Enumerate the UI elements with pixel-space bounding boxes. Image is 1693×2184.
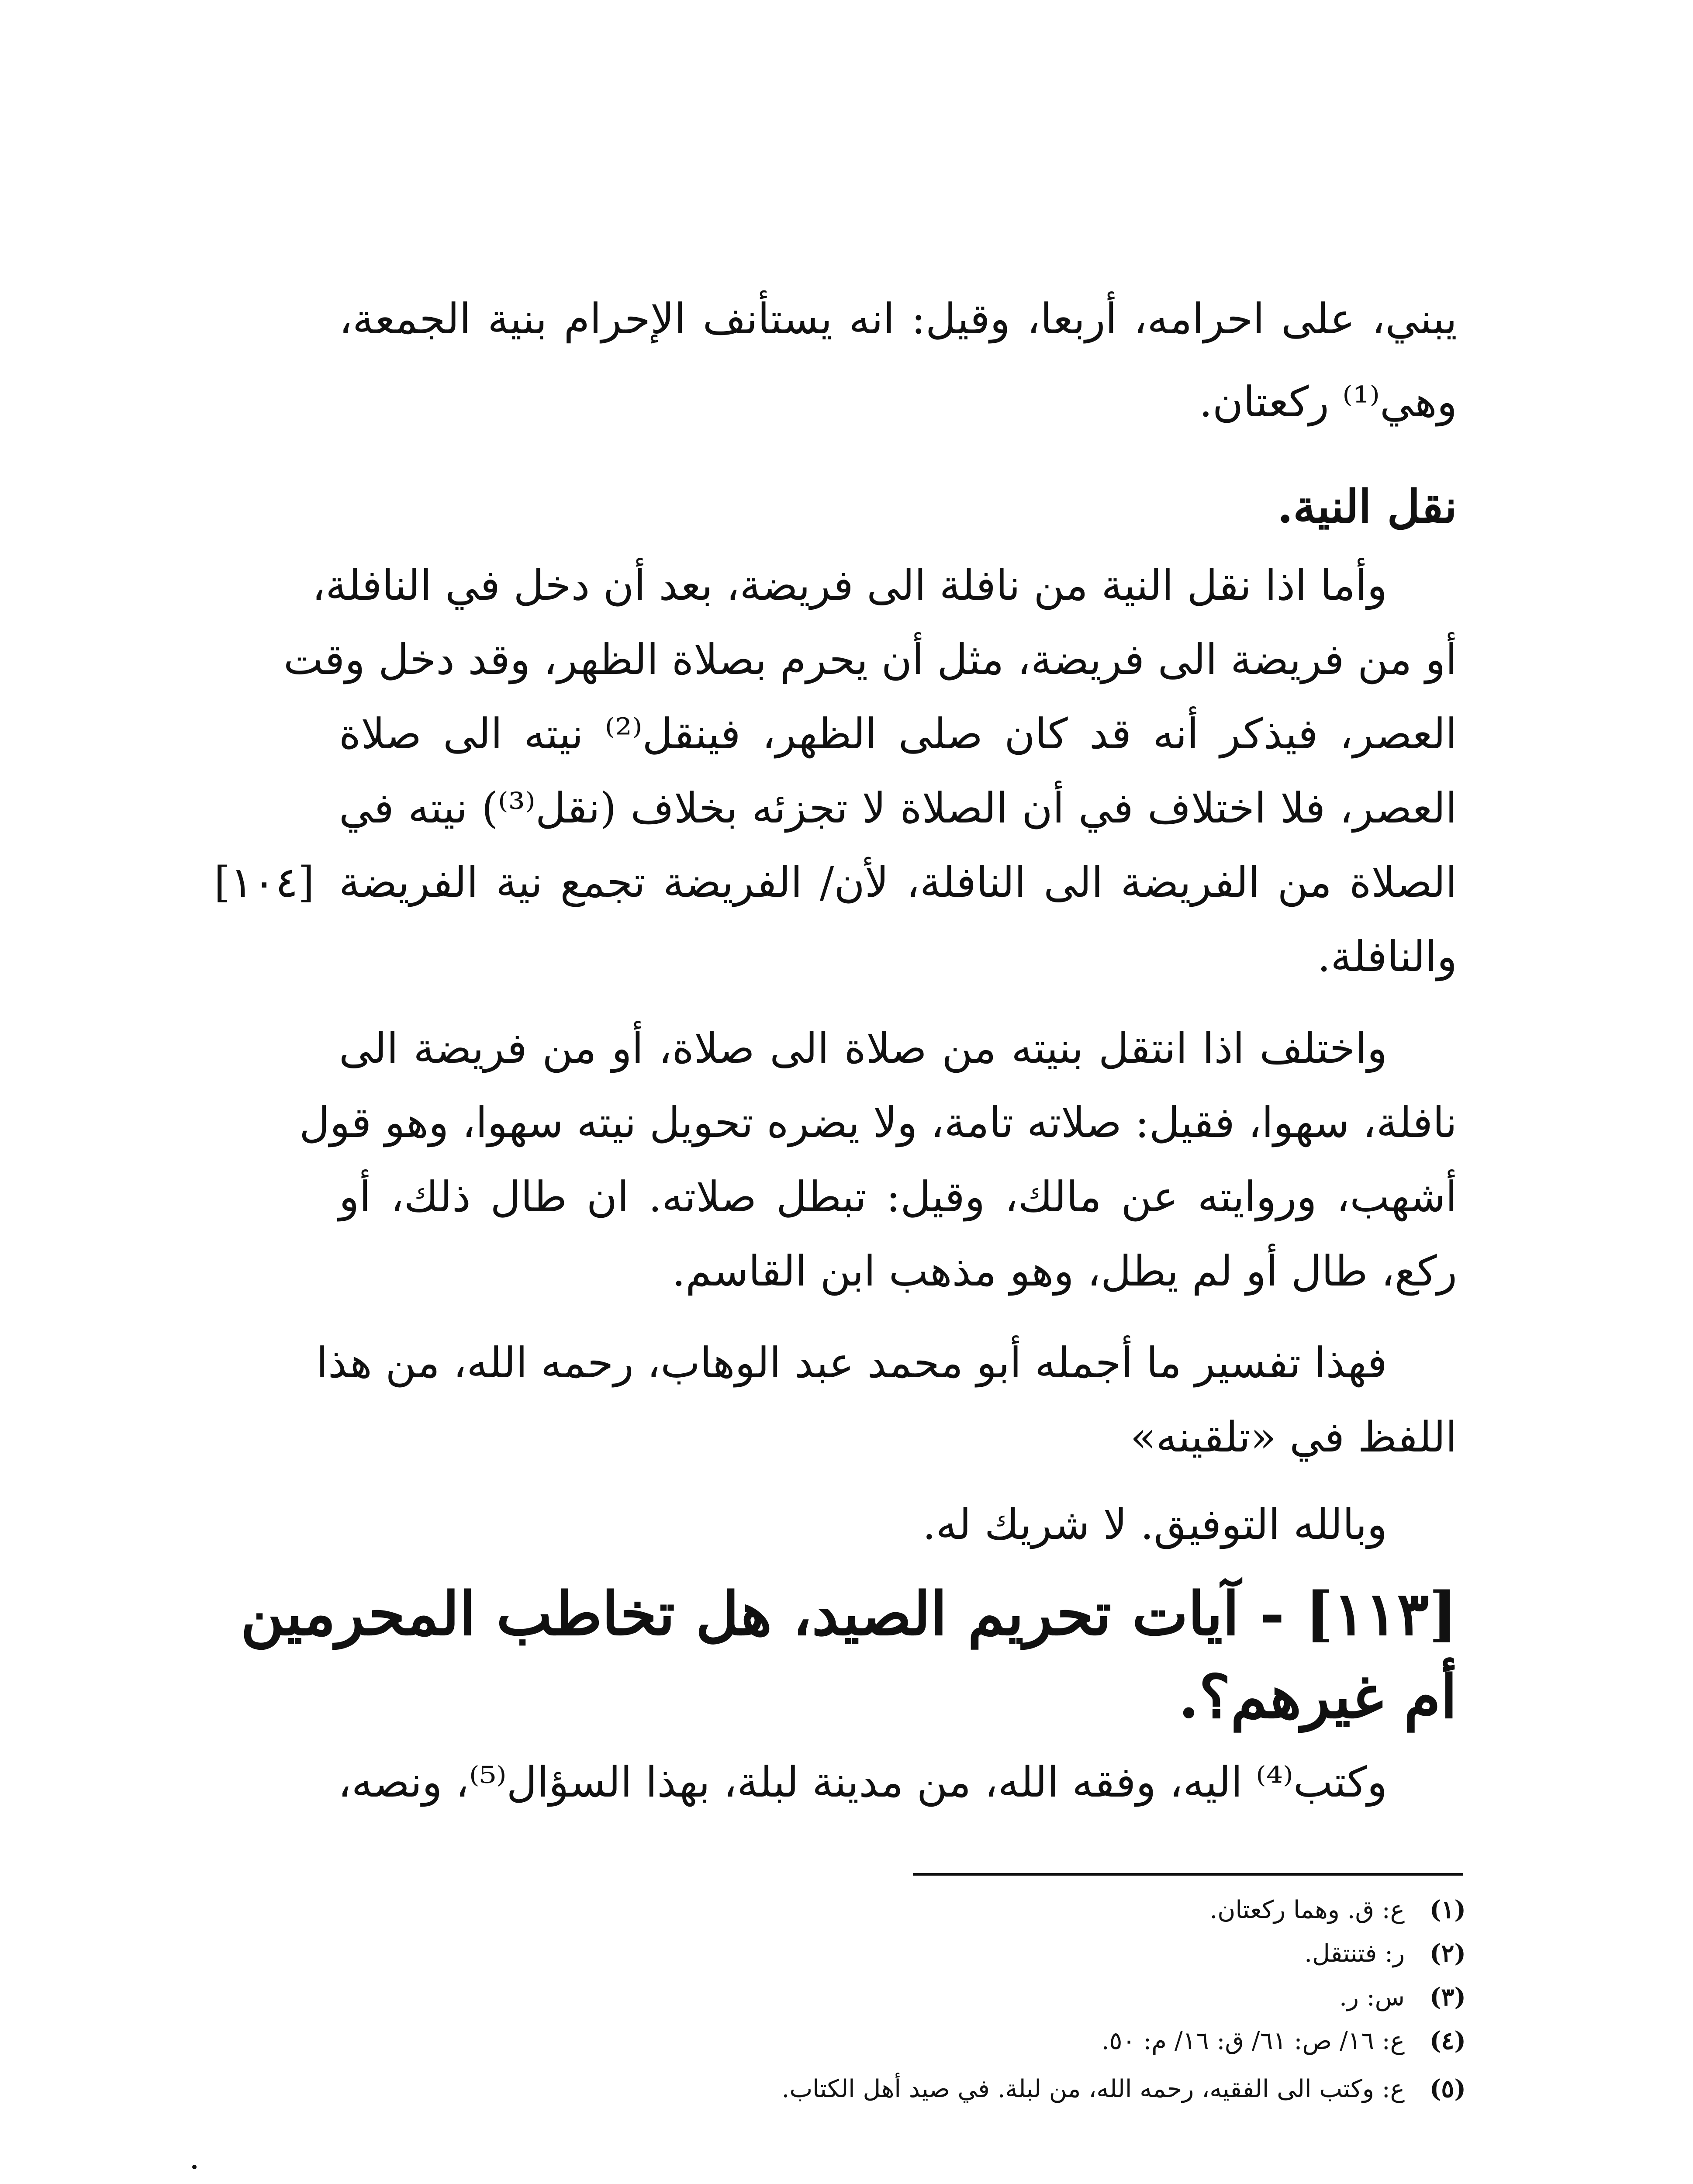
footnote [1304,1935,1466,1972]
footnote-text: ع: وكتب الى الفقيه، رحمه الله، من لبلة. في صيد أهل الكتاب. [781,2075,1405,2103]
paragraph-line: فهذا تفسير ما أجمله أبو محمد عبد الوهاب، رحمه الله، من هذا [316,1338,1387,1387]
paragraph-line: وهي⁽¹⁾ ركعتان. [1199,377,1457,426]
footnote-text: ر: فتنتقل. [1304,1939,1405,1968]
paragraph-line: أو من فريضة الى فريضة، مثل أن يحرم بصلاة الظهر، وقد دخل وقت [283,635,1457,684]
chapter-title: [١١٣] - آيات تحريم الصيد، هل تخاطب المحرمين [240,1579,1457,1649]
footnote-number: (٤) [1429,2026,1466,2055]
footnote [1102,2022,1466,2060]
footnote-number: (٥) [1429,2074,1466,2103]
footnote [782,2070,1466,2108]
paragraph-line: يبني، على احرامه، أربعا، وقيل: انه يستأنف الإحرام بنية الجمعة، [339,294,1458,343]
paragraph-line: وأما اذا نقل النية من نافلة الى فريضة، بعد أن دخل في النافلة، [312,561,1387,610]
footnote-number: (٣) [1429,1983,1466,2011]
footnote-number: (١) [1429,1895,1466,1924]
footnote-text: ع: ١٦/ ص: ٦١/ ق: ١٦/ م: ٥٠. [1101,2027,1405,2055]
paragraph-line: وكتب⁽⁴⁾ اليه، وفقه الله، من مدينة لبلة، بهذا السؤال⁽⁵⁾، ونصه، [338,1758,1387,1807]
footnote [1209,1891,1466,1928]
margin-page-reference: [١٠٤] [214,858,314,907]
section-heading: نقل النية. [1277,480,1457,533]
paragraph-line: والنافلة. [1317,932,1457,981]
footnote [1339,1979,1466,2016]
paragraph-line: العصر، فيذكر أنه قد كان صلى الظهر، فينقل⁽²⁾ نيته الى صلاة [339,709,1458,758]
paragraph-line: اللفظ في «تلقينه» [1130,1413,1457,1462]
paragraph-line: الصلاة من الفريضة الى النافلة، لأن/ الفريضة تجمع نية الفريضة [339,858,1457,907]
paragraph-line: ركع، طال أو لم يطل، وهو مذهب ابن القاسم. [672,1247,1457,1296]
paragraph-line: واختلف اذا انتقل بنيته من صلاة الى صلاة، أو من فريضة الى [339,1024,1387,1073]
chapter-title: أم غيرهم؟. [1178,1662,1457,1732]
footnote-text: ع: ق. وهما ركعتان. [1209,1896,1405,1924]
paragraph-line: وبالله التوفيق. لا شريك له. [923,1500,1387,1549]
paragraph-line: أشهب، وروايته عن مالك، وقيل: تبطل صلاته. ان طال ذلك، أو [339,1172,1458,1221]
footnote-number: (٢) [1429,1939,1466,1968]
scan-speck [192,2165,197,2169]
footnote-separator [913,1873,1463,1876]
footnote-text: س: ر. [1339,1983,1405,2011]
paragraph-line: نافلة، سهوا، فقيل: صلاته تامة، ولا يضره تحويل نيته سهوا، وهو قول [299,1098,1457,1147]
paragraph-line: العصر، فلا اختلاف في أن الصلاة لا تجزئه بخلاف (نقل⁽³⁾) نيته في [339,784,1458,833]
